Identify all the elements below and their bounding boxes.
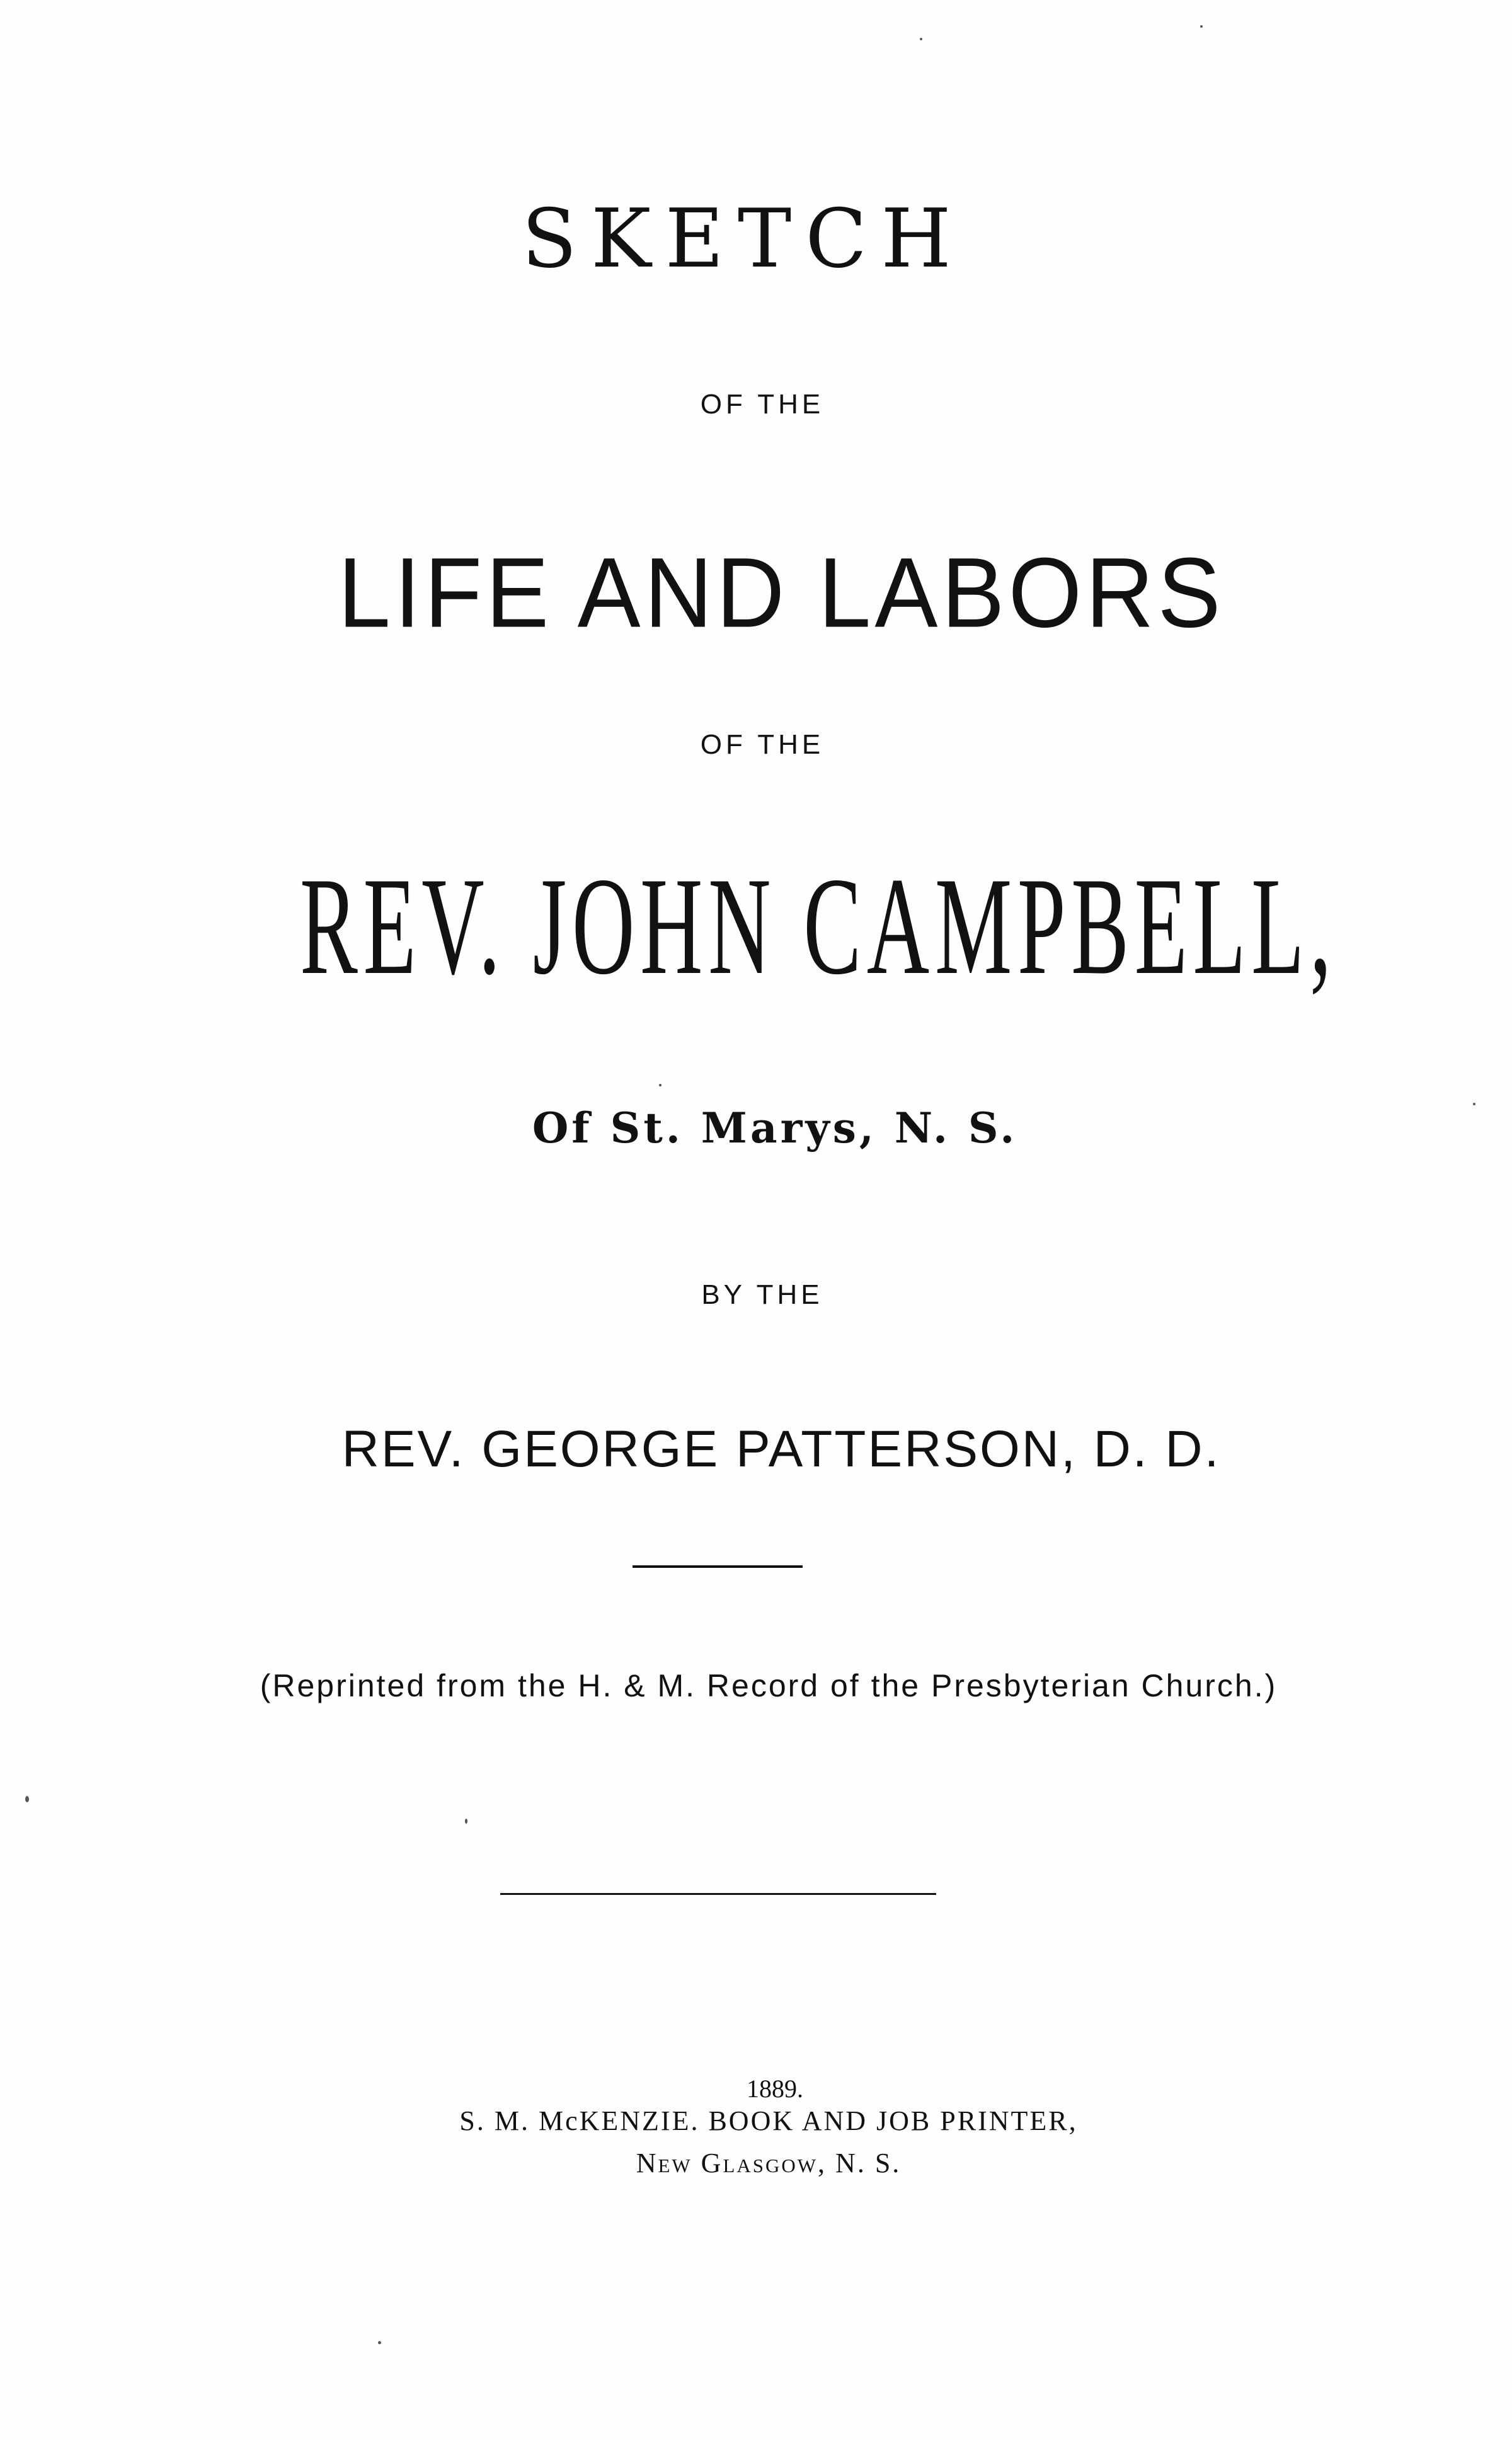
imprint-location: New Glasgow, N. S. bbox=[636, 2148, 902, 2178]
divider-rule bbox=[633, 1565, 803, 1568]
subject-heading: LIFE AND LABORS bbox=[338, 536, 1225, 648]
paper-speck bbox=[378, 2341, 381, 2344]
paper-speck bbox=[920, 38, 922, 40]
imprint-year: 1889. bbox=[747, 2075, 803, 2103]
reprint-note: (Reprinted from the H. & M. Record of the Presbyterian Church.) bbox=[260, 1668, 1278, 1703]
of-the-text-2: OF THE bbox=[700, 729, 825, 760]
of-the-text: OF THE bbox=[700, 389, 825, 420]
subject-place: Of St. Marys, N. S. bbox=[532, 1103, 1018, 1153]
paper-speck bbox=[25, 1796, 29, 1802]
page-title: SKETCH bbox=[522, 192, 965, 286]
by-the-text: BY THE bbox=[701, 1279, 823, 1310]
paper-speck bbox=[1200, 25, 1203, 28]
paper-speck bbox=[465, 1819, 467, 1824]
author-name: REV. GEORGE PATTERSON, D. D. bbox=[341, 1420, 1221, 1478]
imprint-printer: S. M. McKENZIE. BOOK AND JOB PRINTER, bbox=[459, 2105, 1078, 2136]
subject-name: REV. JOHN CAMPBELL, bbox=[300, 849, 1337, 1004]
paper-speck bbox=[659, 1084, 662, 1086]
paper-speck bbox=[1473, 1103, 1475, 1105]
divider-rule-2 bbox=[500, 1893, 936, 1895]
